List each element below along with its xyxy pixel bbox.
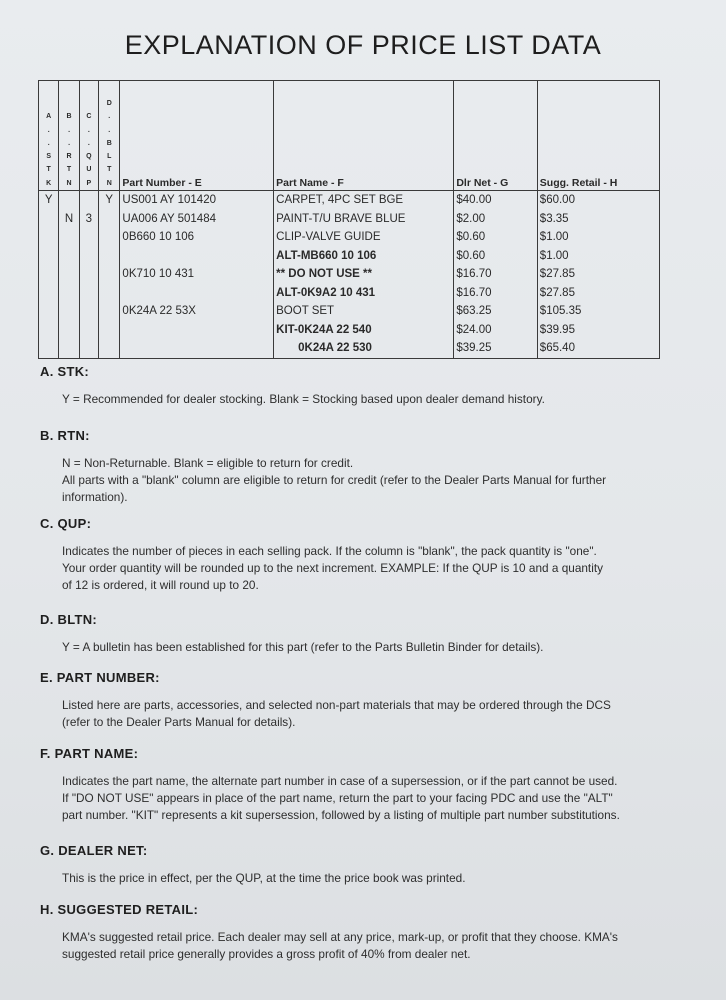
section-part-number-line: (refer to the Dealer Parts Manual for details). (62, 715, 296, 729)
header-dlr-net: Dlr Net - G (454, 81, 537, 191)
cell-rtn (59, 247, 79, 266)
cell-part-name: KIT-0K24A 22 540 (274, 321, 454, 340)
price-list-table (38, 80, 660, 359)
cell-part-number (120, 284, 274, 303)
section-part-name-heading: F. PART NAME: (40, 746, 139, 761)
cell-dlr-net: $63.25 (454, 302, 537, 321)
header-qup-label: C . . Q U P (86, 113, 92, 187)
cell-stk (39, 339, 59, 358)
cell-stk (39, 284, 59, 303)
header-stk-label: A . . S T K (46, 113, 52, 187)
cell-qup (79, 228, 98, 247)
section-qup-line: of 12 is ordered, it will round up to 20. (62, 578, 259, 592)
section-dealer-net-line: This is the price in effect, per the QUP, at the time the price book was printed. (62, 871, 466, 885)
cell-part-number (120, 321, 274, 340)
cell-rtn (59, 191, 79, 210)
section-bltn (40, 612, 690, 656)
cell-qup (79, 339, 98, 358)
header-bltn (99, 81, 120, 191)
cell-sugg-retail: $3.35 (537, 210, 659, 229)
section-qup-line: Your order quantity will be rounded up to the next increment. EXAMPLE: If the QUP is 10 and a quantity (62, 561, 604, 575)
cell-part-number (120, 339, 274, 358)
header-rtn-label: B . . R T N (66, 113, 72, 187)
section-rtn (40, 428, 690, 506)
cell-bltn (99, 265, 120, 284)
cell-sugg-retail: $39.95 (537, 321, 659, 340)
cell-qup (79, 284, 98, 303)
cell-bltn: Y (99, 191, 120, 210)
table-header-row (39, 81, 660, 191)
section-part-number-heading: E. PART NUMBER: (40, 670, 160, 685)
table-row (39, 228, 660, 247)
cell-dlr-net: $2.00 (454, 210, 537, 229)
cell-stk (39, 210, 59, 229)
cell-stk (39, 302, 59, 321)
section-part-name-line: Indicates the part name, the alternate part number in case of a supersession, or if the part cannot be used. (62, 774, 618, 788)
cell-part-number: 0K24A 22 53X (120, 302, 274, 321)
cell-bltn (99, 284, 120, 303)
cell-sugg-retail: $60.00 (537, 191, 659, 210)
table-row (39, 265, 660, 284)
section-part-name (40, 746, 690, 824)
section-suggested-retail-line: KMA's suggested retail price. Each dealer may sell at any price, mark-up, or profit that they choose. KMA's (62, 930, 618, 944)
section-qup-heading: C. QUP: (40, 516, 92, 531)
cell-part-name: ALT-MB660 10 106 (274, 247, 454, 266)
table-row (39, 210, 660, 229)
section-bltn-heading: D. BLTN: (40, 612, 98, 627)
header-stk (39, 81, 59, 191)
table-row (39, 302, 660, 321)
cell-dlr-net: $16.70 (454, 284, 537, 303)
section-rtn-line: N = Non-Returnable. Blank = eligible to return for credit. (62, 456, 354, 470)
cell-sugg-retail: $105.35 (537, 302, 659, 321)
cell-dlr-net: $39.25 (454, 339, 537, 358)
cell-stk (39, 247, 59, 266)
cell-rtn (59, 265, 79, 284)
cell-qup: 3 (79, 210, 98, 229)
page-title: EXPLANATION OF PRICE LIST DATA (124, 30, 602, 60)
section-part-name-line: If "DO NOT USE" appears in place of the part name, return the part to your facing PDC and use the "ALT" (62, 791, 613, 805)
cell-bltn (99, 339, 120, 358)
section-dealer-net-heading: G. DEALER NET: (40, 843, 148, 858)
cell-part-number: 0K710 10 431 (120, 265, 274, 284)
cell-part-name: BOOT SET (274, 302, 454, 321)
section-dealer-net (40, 843, 690, 887)
cell-sugg-retail: $65.40 (537, 339, 659, 358)
cell-qup (79, 191, 98, 210)
cell-part-name: ALT-0K9A2 10 431 (274, 284, 454, 303)
cell-qup (79, 265, 98, 284)
cell-part-name: CLIP-VALVE GUIDE (274, 228, 454, 247)
section-rtn-heading: B. RTN: (40, 428, 90, 443)
cell-dlr-net: $24.00 (454, 321, 537, 340)
cell-part-number: 0B660 10 106 (120, 228, 274, 247)
section-bltn-line: Y = A bulletin has been established for this part (refer to the Parts Bulletin Binder for details). (62, 640, 544, 654)
cell-rtn (59, 339, 79, 358)
cell-part-name: PAINT-T/U BRAVE BLUE (274, 210, 454, 229)
table-row (39, 191, 660, 210)
cell-part-number (120, 247, 274, 266)
cell-qup (79, 302, 98, 321)
cell-part-name: ** DO NOT USE ** (274, 265, 454, 284)
cell-rtn (59, 302, 79, 321)
cell-dlr-net: $0.60 (454, 228, 537, 247)
cell-part-name: CARPET, 4PC SET BGE (274, 191, 454, 210)
header-part-number: Part Number - E (120, 81, 274, 191)
section-rtn-line: information). (62, 490, 128, 504)
section-stk-line: Y = Recommended for dealer stocking. Blank = Stocking based upon dealer demand history. (62, 392, 545, 406)
cell-dlr-net: $16.70 (454, 265, 537, 284)
table-row (39, 321, 660, 340)
cell-bltn (99, 302, 120, 321)
cell-qup (79, 247, 98, 266)
header-part-name: Part Name - F (274, 81, 454, 191)
cell-part-name: 0K24A 22 530 (274, 339, 454, 358)
header-sugg-retail: Sugg. Retail - H (537, 81, 659, 191)
section-stk (40, 364, 690, 408)
table-row (39, 247, 660, 266)
section-part-name-line: part number. "KIT" represents a kit supersession, followed by a listing of multiple part number substitutions. (62, 808, 620, 822)
cell-stk: Y (39, 191, 59, 210)
table-row (39, 284, 660, 303)
cell-sugg-retail: $27.85 (537, 265, 659, 284)
cell-rtn (59, 228, 79, 247)
cell-sugg-retail: $27.85 (537, 284, 659, 303)
table-row (39, 339, 660, 358)
cell-part-number: UA006 AY 501484 (120, 210, 274, 229)
section-qup-line: Indicates the number of pieces in each selling pack. If the column is "blank", the pack quantity is "one". (62, 544, 597, 558)
cell-stk (39, 228, 59, 247)
section-stk-heading: A. STK: (40, 364, 90, 379)
cell-bltn (99, 228, 120, 247)
cell-rtn: N (59, 210, 79, 229)
cell-rtn (59, 284, 79, 303)
cell-rtn (59, 321, 79, 340)
cell-dlr-net: $40.00 (454, 191, 537, 210)
cell-bltn (99, 247, 120, 266)
header-rtn (59, 81, 79, 191)
cell-bltn (99, 210, 120, 229)
header-qup (79, 81, 98, 191)
header-bltn-label: D . . B L T N (106, 99, 112, 187)
section-qup (40, 516, 690, 594)
cell-qup (79, 321, 98, 340)
section-part-number-line: Listed here are parts, accessories, and selected non-part materials that may be ordered through the DCS (62, 698, 611, 712)
cell-bltn (99, 321, 120, 340)
cell-part-number: US001 AY 101420 (120, 191, 274, 210)
section-suggested-retail (40, 902, 690, 963)
section-rtn-line: All parts with a "blank" column are eligible to return for credit (refer to the Dealer Parts Manual for further (62, 473, 607, 487)
cell-dlr-net: $0.60 (454, 247, 537, 266)
section-suggested-retail-heading: H. SUGGESTED RETAIL: (40, 902, 199, 917)
cell-stk (39, 265, 59, 284)
cell-sugg-retail: $1.00 (537, 247, 659, 266)
section-suggested-retail-line: suggested retail price generally provides a gross profit of 40% from dealer net. (62, 947, 471, 961)
section-part-number (40, 670, 690, 731)
cell-stk (39, 321, 59, 340)
cell-sugg-retail: $1.00 (537, 228, 659, 247)
